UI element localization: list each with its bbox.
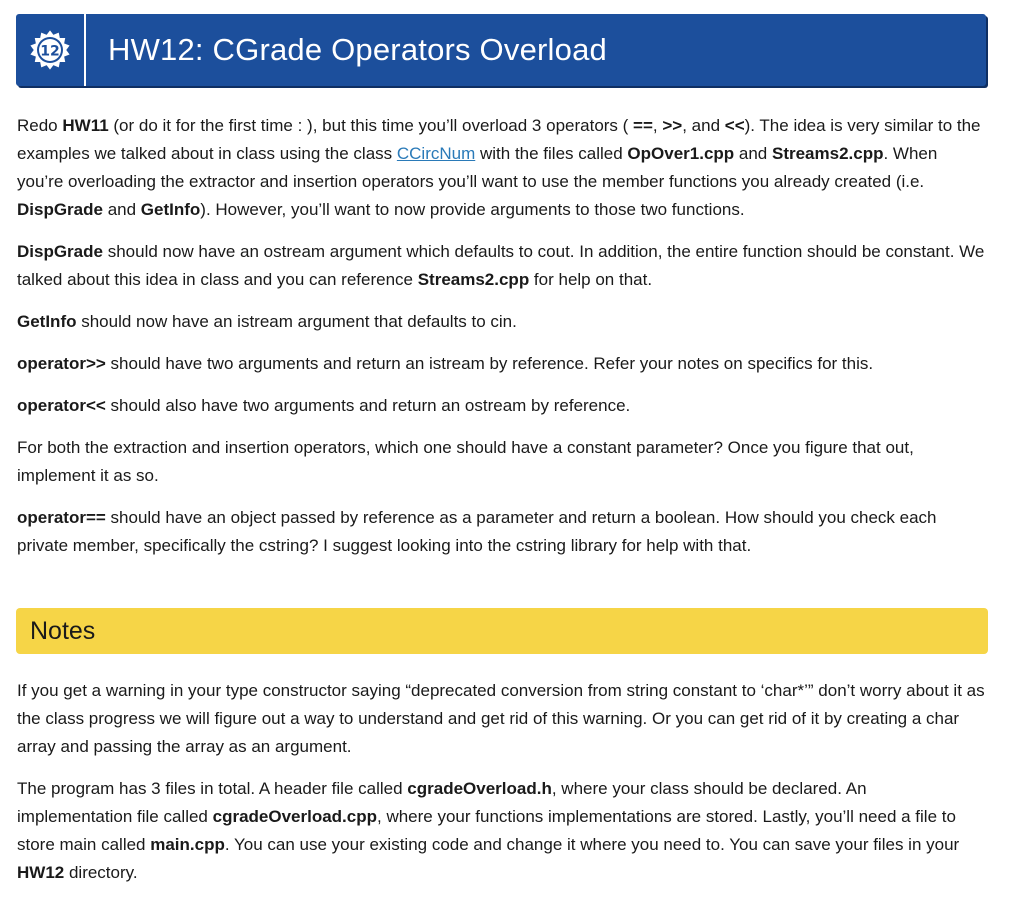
paragraph-operator-equal: operator== should have an object passed by reference as a parameter and return a boolean. How should you check each private member, specifically the cstring? I suggest looking into the cstring library for help with that. [17,508,937,555]
page-title: HW12: CGrade Operators Overload [108,32,607,67]
paragraph-intro: Redo HW11 (or do it for the first time : ), but this time you’ll overload 3 operators ( ==, >>, and <<). The idea is very similar to the examples we talked about in class using the class CCircNum with the files called OpOver1.cpp and Streams2.cpp. When you’re overloading the extractor and insertion operators you’ll want to use the member functions you already created (i.e. DispGrade and GetInfo). However, you’ll want to now provide arguments to those two functions. [17,116,981,219]
header-banner [16,14,986,86]
badge [16,14,86,86]
note-files: The program has 3 files in total. A header file called cgradeOverload.h, where your class should be declared. An implementation file called cgradeOverload.cpp, where your functions implementations are stored. Lastly, you’ll need a file to store main called main.cpp. You can use your existing code and change it where you need to. You can save your files in your HW12 directory. [17,779,960,882]
paragraph-dispgrade: DispGrade should now have an ostream argument which defaults to cout. In addition, the entire function should be constant. We talked about this idea in class and you can reference Streams2.cpp for help on that. [17,242,985,289]
notes-heading-bar [16,608,988,654]
notes-body [17,677,985,901]
paragraph-operator-extract: operator>> should have two arguments and return an istream by reference. Refer your notes on specifics for this. [17,354,874,373]
assignment-body [17,112,985,574]
badge-number: 12 [40,43,60,60]
paragraph-operator-insert: operator<< should also have two arguments and return an ostream by reference. [17,396,631,415]
ccircnum-link[interactable]: CCircNum [396,144,476,163]
paragraph-getinfo: GetInfo should now have an istream argument that defaults to cin. [17,312,517,331]
note-warning: If you get a warning in your type constructor saying “deprecated conversion from string constant to ‘char*’” don’t worry about it as the class progress we will figure out a way to understand and get rid of this warning. Or you can get rid of it by creating a char array and passing the array as an argument. [17,681,985,756]
notes-title: Notes [30,616,96,645]
paragraph-constant-question: For both the extraction and insertion operators, which one should have a constant parameter? Once you figure that out, implement it as so. [17,438,914,485]
gear-badge-icon [30,30,70,70]
